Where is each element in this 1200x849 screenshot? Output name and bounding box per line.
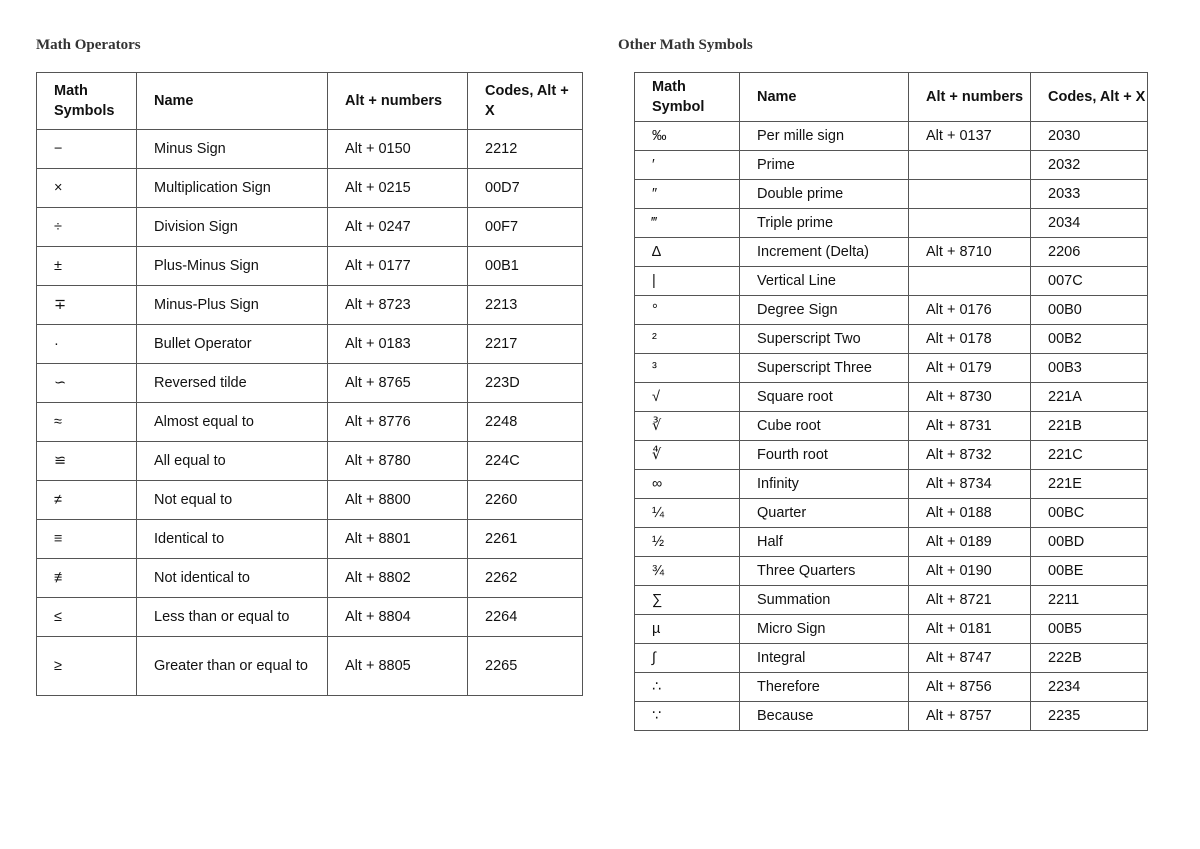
table-row: [37, 520, 583, 559]
cell-alt-numbers: Alt + 8805: [328, 637, 468, 696]
table-row: [635, 412, 1148, 441]
cell-name: Increment (Delta): [740, 238, 909, 267]
table-row: [635, 209, 1148, 238]
table-row: [635, 267, 1148, 296]
col-header-codes: Codes, Alt + X: [1031, 73, 1148, 122]
cell-symbol: ×: [37, 169, 137, 208]
cell-code: 00B5: [1031, 615, 1148, 644]
cell-name: Because: [740, 702, 909, 731]
cell-code: 00BE: [1031, 557, 1148, 586]
cell-name: Superscript Two: [740, 325, 909, 354]
other-math-symbols-title: Other Math Symbols: [618, 37, 753, 53]
cell-alt-numbers: Alt + 8710: [909, 238, 1031, 267]
cell-code: 221A: [1031, 383, 1148, 412]
table-row: [635, 151, 1148, 180]
cell-alt-numbers: Alt + 0179: [909, 354, 1031, 383]
table-row: [635, 441, 1148, 470]
cell-code: 2234: [1031, 673, 1148, 702]
cell-symbol: ∓: [37, 286, 137, 325]
table-row: [635, 122, 1148, 151]
cell-name: Fourth root: [740, 441, 909, 470]
table-row: [37, 208, 583, 247]
cell-code: 007C: [1031, 267, 1148, 296]
table-row: [635, 586, 1148, 615]
cell-alt-numbers: [909, 151, 1031, 180]
cell-code: 224C: [468, 442, 583, 481]
cell-code: 2033: [1031, 180, 1148, 209]
cell-code: 2034: [1031, 209, 1148, 238]
cell-symbol: ∜: [635, 441, 740, 470]
col-header-symbol: Math Symbols: [37, 73, 137, 130]
cell-alt-numbers: Alt + 8721: [909, 586, 1031, 615]
table-row: [37, 403, 583, 442]
cell-code: 00B0: [1031, 296, 1148, 325]
cell-code: 2235: [1031, 702, 1148, 731]
cell-symbol: ≢: [37, 559, 137, 598]
col-header-alt-numbers: Alt + numbers: [328, 73, 468, 130]
cell-symbol: ½: [635, 528, 740, 557]
cell-alt-numbers: Alt + 8802: [328, 559, 468, 598]
table-row: [635, 615, 1148, 644]
cell-code: 2260: [468, 481, 583, 520]
cell-code: 222B: [1031, 644, 1148, 673]
cell-name: Therefore: [740, 673, 909, 702]
cell-alt-numbers: Alt + 8734: [909, 470, 1031, 499]
cell-code: 00F7: [468, 208, 583, 247]
other-math-symbols-table: [634, 72, 1148, 731]
cell-name: Less than or equal to: [137, 598, 328, 637]
cell-name: Multiplication Sign: [137, 169, 328, 208]
cell-symbol: ‴: [635, 209, 740, 238]
cell-name: Double prime: [740, 180, 909, 209]
cell-symbol: ≡: [37, 520, 137, 559]
col-header-alt-numbers: Alt + numbers: [909, 73, 1031, 122]
cell-name: Half: [740, 528, 909, 557]
table-row: [37, 364, 583, 403]
table-row: [37, 598, 583, 637]
table-header-row: [635, 73, 1148, 122]
cell-symbol: ∵: [635, 702, 740, 731]
cell-name: Quarter: [740, 499, 909, 528]
cell-alt-numbers: Alt + 8730: [909, 383, 1031, 412]
table-row: [635, 354, 1148, 383]
cell-symbol: ·: [37, 325, 137, 364]
cell-code: 2032: [1031, 151, 1148, 180]
math-operators-table: [36, 72, 583, 696]
cell-code: 2217: [468, 325, 583, 364]
cell-alt-numbers: Alt + 8757: [909, 702, 1031, 731]
cell-name: Identical to: [137, 520, 328, 559]
table-row: [37, 637, 583, 696]
cell-symbol: ∑: [635, 586, 740, 615]
cell-code: 00D7: [468, 169, 583, 208]
table-header-row: [37, 73, 583, 130]
table-row: [37, 442, 583, 481]
cell-symbol: ∛: [635, 412, 740, 441]
col-header-name: Name: [740, 73, 909, 122]
cell-alt-numbers: Alt + 0137: [909, 122, 1031, 151]
cell-name: Bullet Operator: [137, 325, 328, 364]
cell-symbol: µ: [635, 615, 740, 644]
cell-name: All equal to: [137, 442, 328, 481]
cell-symbol: ′: [635, 151, 740, 180]
cell-alt-numbers: Alt + 0215: [328, 169, 468, 208]
cell-alt-numbers: Alt + 0183: [328, 325, 468, 364]
cell-symbol: ≥: [37, 637, 137, 696]
table-row: [37, 559, 583, 598]
table-row: [635, 644, 1148, 673]
col-header-codes: Codes, Alt + X: [468, 73, 583, 130]
math-operators-title: Math Operators: [36, 37, 141, 53]
cell-name: Integral: [740, 644, 909, 673]
cell-code: 00BC: [1031, 499, 1148, 528]
cell-name: Greater than or equal to: [137, 637, 328, 696]
table-row: [37, 130, 583, 169]
cell-code: 2212: [468, 130, 583, 169]
cell-code: 2248: [468, 403, 583, 442]
table-row: [635, 673, 1148, 702]
cell-alt-numbers: Alt + 8731: [909, 412, 1031, 441]
cell-name: Per mille sign: [740, 122, 909, 151]
cell-alt-numbers: Alt + 0177: [328, 247, 468, 286]
cell-symbol: ∽: [37, 364, 137, 403]
cell-symbol: ″: [635, 180, 740, 209]
table-row: [635, 702, 1148, 731]
cell-alt-numbers: Alt + 8801: [328, 520, 468, 559]
cell-alt-numbers: Alt + 0176: [909, 296, 1031, 325]
col-header-name: Name: [137, 73, 328, 130]
cell-alt-numbers: [909, 180, 1031, 209]
cell-name: Minus-Plus Sign: [137, 286, 328, 325]
cell-alt-numbers: Alt + 8765: [328, 364, 468, 403]
table-row: [635, 470, 1148, 499]
table-row: [635, 383, 1148, 412]
cell-name: Vertical Line: [740, 267, 909, 296]
cell-name: Plus-Minus Sign: [137, 247, 328, 286]
cell-alt-numbers: [909, 209, 1031, 238]
table-row: [635, 557, 1148, 586]
cell-code: 2206: [1031, 238, 1148, 267]
cell-name: Cube root: [740, 412, 909, 441]
cell-alt-numbers: Alt + 8756: [909, 673, 1031, 702]
cell-name: Three Quarters: [740, 557, 909, 586]
cell-symbol: ÷: [37, 208, 137, 247]
cell-code: 2264: [468, 598, 583, 637]
cell-name: Not equal to: [137, 481, 328, 520]
cell-alt-numbers: Alt + 0189: [909, 528, 1031, 557]
cell-symbol: ∫: [635, 644, 740, 673]
cell-name: Square root: [740, 383, 909, 412]
cell-code: 2211: [1031, 586, 1148, 615]
table-row: [37, 247, 583, 286]
cell-symbol: |: [635, 267, 740, 296]
table-row: [37, 481, 583, 520]
cell-symbol: ≠: [37, 481, 137, 520]
table-row: [37, 286, 583, 325]
cell-code: 223D: [468, 364, 583, 403]
cell-alt-numbers: Alt + 8732: [909, 441, 1031, 470]
cell-name: Not identical to: [137, 559, 328, 598]
cell-alt-numbers: Alt + 8723: [328, 286, 468, 325]
cell-alt-numbers: Alt + 0188: [909, 499, 1031, 528]
cell-symbol: √: [635, 383, 740, 412]
cell-name: Superscript Three: [740, 354, 909, 383]
table-row: [635, 499, 1148, 528]
cell-symbol: ±: [37, 247, 137, 286]
cell-name: Reversed tilde: [137, 364, 328, 403]
cell-name: Summation: [740, 586, 909, 615]
cell-alt-numbers: Alt + 8747: [909, 644, 1031, 673]
table-row: [635, 238, 1148, 267]
cell-symbol: ≈: [37, 403, 137, 442]
cell-alt-numbers: Alt + 0247: [328, 208, 468, 247]
cell-code: 221E: [1031, 470, 1148, 499]
table-row: [635, 180, 1148, 209]
cell-symbol: −: [37, 130, 137, 169]
cell-name: Almost equal to: [137, 403, 328, 442]
cell-code: 00B2: [1031, 325, 1148, 354]
cell-alt-numbers: Alt + 0178: [909, 325, 1031, 354]
cell-symbol: ‰: [635, 122, 740, 151]
cell-symbol: °: [635, 296, 740, 325]
cell-name: Division Sign: [137, 208, 328, 247]
cell-code: 221C: [1031, 441, 1148, 470]
cell-alt-numbers: Alt + 8804: [328, 598, 468, 637]
cell-name: Minus Sign: [137, 130, 328, 169]
cell-symbol: ¼: [635, 499, 740, 528]
cell-symbol: ²: [635, 325, 740, 354]
cell-symbol: ∴: [635, 673, 740, 702]
cell-code: 00BD: [1031, 528, 1148, 557]
cell-symbol: ≌: [37, 442, 137, 481]
cell-alt-numbers: Alt + 0181: [909, 615, 1031, 644]
cell-symbol: ∞: [635, 470, 740, 499]
cell-name: Micro Sign: [740, 615, 909, 644]
cell-alt-numbers: Alt + 8776: [328, 403, 468, 442]
cell-name: Degree Sign: [740, 296, 909, 325]
cell-code: 221B: [1031, 412, 1148, 441]
table-row: [635, 528, 1148, 557]
cell-symbol: ³: [635, 354, 740, 383]
cell-code: 2030: [1031, 122, 1148, 151]
cell-alt-numbers: [909, 267, 1031, 296]
cell-alt-numbers: Alt + 0150: [328, 130, 468, 169]
cell-symbol: ¾: [635, 557, 740, 586]
table-row: [37, 325, 583, 364]
cell-code: 00B3: [1031, 354, 1148, 383]
cell-alt-numbers: Alt + 0190: [909, 557, 1031, 586]
cell-alt-numbers: Alt + 8800: [328, 481, 468, 520]
cell-code: 00B1: [468, 247, 583, 286]
table-row: [635, 296, 1148, 325]
cell-alt-numbers: Alt + 8780: [328, 442, 468, 481]
cell-code: 2265: [468, 637, 583, 696]
cell-code: 2213: [468, 286, 583, 325]
col-header-symbol: Math Symbol: [635, 73, 740, 122]
cell-symbol: ∆: [635, 238, 740, 267]
cell-code: 2262: [468, 559, 583, 598]
table-row: [37, 169, 583, 208]
cell-name: Triple prime: [740, 209, 909, 238]
cell-code: 2261: [468, 520, 583, 559]
cell-name: Infinity: [740, 470, 909, 499]
table-row: [635, 325, 1148, 354]
cell-symbol: ≤: [37, 598, 137, 637]
cell-name: Prime: [740, 151, 909, 180]
